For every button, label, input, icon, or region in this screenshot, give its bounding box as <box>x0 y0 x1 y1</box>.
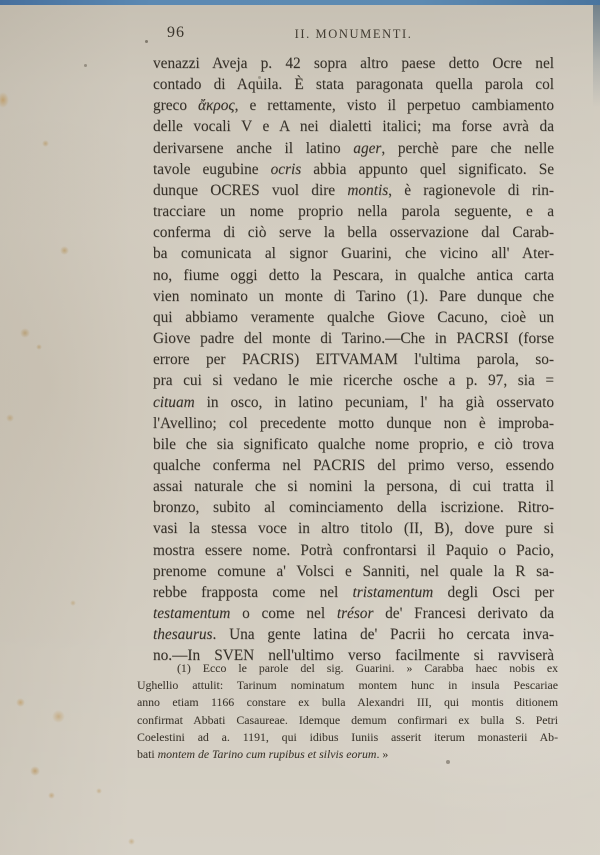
body-line: Giove padre del monte di Tarino.—Che in PACRSI (forse <box>153 330 554 348</box>
body-line: mostra essere nome. Potrà confrontarsi il Paquio o Pacio, <box>153 541 554 559</box>
body-text <box>153 53 554 667</box>
footnote-line: (1) Ecco le parole del sig. Guarini. » Carabba haec nobis ex <box>177 661 558 675</box>
foxing-spot <box>36 344 42 350</box>
body-line: delle vocali V e A nei dialetti italici; ma forse avrà da <box>153 118 554 136</box>
body-line: bile che sia significato qualche nome proprio, e ciò trova <box>153 435 554 453</box>
foxing-spot <box>70 600 76 606</box>
body-line: conferma di ciò serve la bella osservazione dal Carab- <box>153 224 554 242</box>
photo-top-edge <box>0 0 600 5</box>
foxing-spot <box>42 140 49 147</box>
foxing-spot <box>48 792 55 799</box>
foxing-spot <box>84 64 87 67</box>
body-line: thesaurus. Una gente latina de' Pacrii ho cercata inva- <box>153 626 554 644</box>
body-line: tracciare un nome proprio nella parola seguente, e a <box>153 203 554 221</box>
foxing-spot <box>128 838 135 845</box>
footnote-line: bati montem de Tarino cum rupibus et silvis eorum. » <box>137 747 389 762</box>
body-line: ba comunicata al signor Guarini, che vicino all' Ater- <box>153 245 554 263</box>
body-line: qui abbiamo veramente qualche Giove Cacuno, cioè un <box>153 308 554 326</box>
foxing-spot <box>30 766 40 776</box>
foxing-spot <box>20 328 30 338</box>
foxing-spot <box>96 788 102 794</box>
foxing-spot <box>52 710 65 723</box>
foxing-spot <box>0 92 9 108</box>
foxing-spot <box>145 40 148 43</box>
body-line: tavole eugubine ocris abbia appunto quel significato. Se <box>153 160 554 178</box>
body-line: no.—In SVEN nell'ultimo verso facilmente si ravviserà <box>153 647 554 665</box>
body-line: vasi la stessa voce in altro titolo (II, B), dove pure si <box>153 520 554 538</box>
foxing-spot <box>6 414 14 422</box>
footnote-line: anno etiam 1166 constare ex bulla Alexandri III, qui montis ditionem <box>137 695 558 710</box>
body-line: vien nominato un monte di Tarino (1). Pare dunque che <box>153 287 554 305</box>
footnote-line: confirmat Abbati Casaureae. Idemque demum confirmari ex bulla S. Petri <box>137 712 558 727</box>
body-line: pra cui si vedano le mie ricerche osche a p. 97, sia = <box>153 372 554 390</box>
photo-right-edge <box>593 5 600 107</box>
body-line: assai naturale che si nomini la persona, di cui tratta il <box>153 478 554 496</box>
body-line: testamentum o come nel trésor de' Francesi derivato da <box>153 605 555 623</box>
page-number: 96 <box>167 24 185 41</box>
body-line: venazzi Aveja p. 42 sopra altro paese detto Ocre nel <box>153 55 554 72</box>
body-line: dunque OCRES vuol dire montis, è ragionevole di rin- <box>153 181 554 199</box>
body-line: cituam in osco, in latino pecuniam, l' ha già osservato <box>153 393 554 411</box>
body-line: prenome comune a' Volsci e Sanniti, nel quale la R sa- <box>153 562 554 580</box>
body-line: rebbe frapposta come nel tristamentum degli Osci per <box>153 583 554 601</box>
running-head: II. MONUMENTI. <box>294 27 413 41</box>
foxing-spot <box>60 246 69 255</box>
footnote-line: Ughellio attulit: Tarinum nominatum montem hunc in insula Pescariae <box>137 678 558 693</box>
footnote <box>137 660 558 763</box>
foxing-spot <box>16 698 25 707</box>
body-line: greco ἄκρος, e rettamente, visto il perpetuo cambiamento <box>153 97 554 115</box>
page-header <box>153 24 554 44</box>
body-line: errore per PACRIS) EITVAMAM l'ultima parola, so- <box>153 351 554 369</box>
footnote-line: Coelestini ad a. 1191, qui idibus Iuniis asserit iterum monasterii Ab- <box>137 729 558 744</box>
body-line: l'Avellino; col precedente motto dunque non è improba- <box>153 414 554 432</box>
body-line: bronzo, subito al cominciamento della iscrizione. Ritro- <box>153 499 554 517</box>
body-line: derivarsene anche il latino ager, perchè pare che nelle <box>153 139 554 157</box>
body-line: qualche conferma nel PACRIS del primo verso, essendo <box>153 456 554 474</box>
body-line: contado di Aquila. È stata paragonata quella parola col <box>153 76 554 94</box>
body-line: no, fiume oggi detto la Pescara, in qualche antica carta <box>153 266 554 284</box>
